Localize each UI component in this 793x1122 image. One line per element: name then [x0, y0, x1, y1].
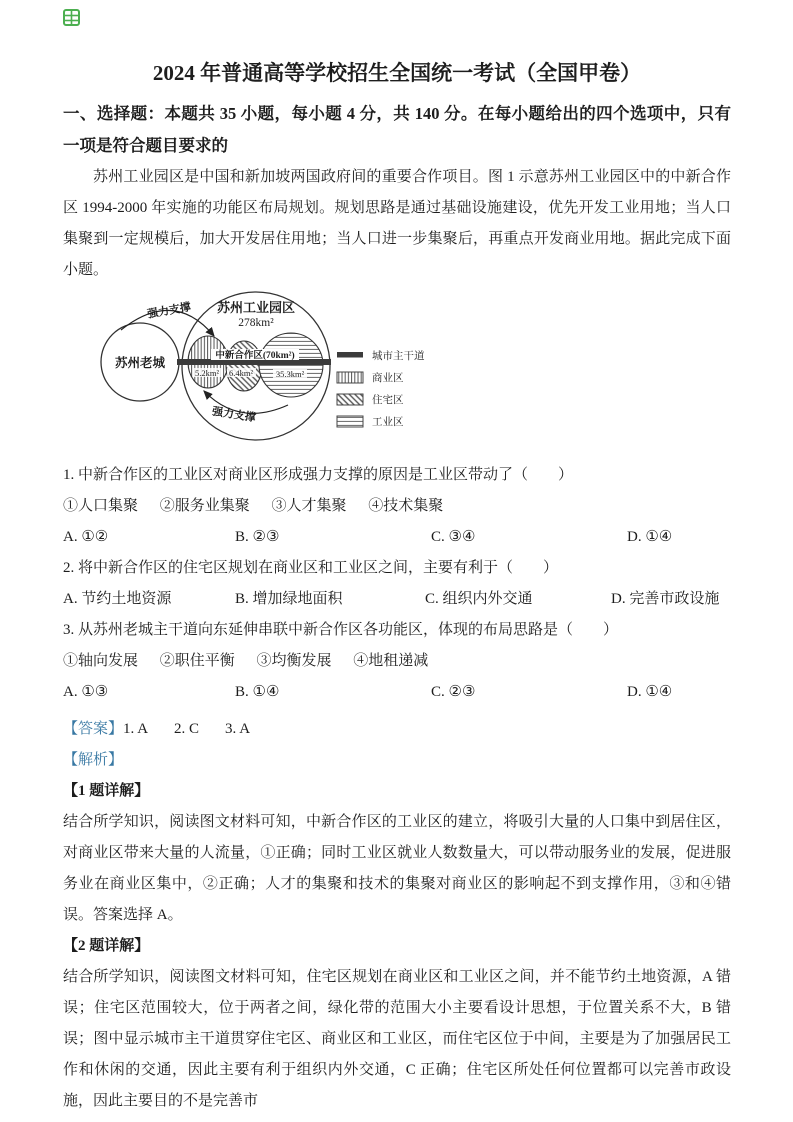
option-a: A. 节约土地资源	[63, 591, 172, 607]
detail-2-heading: 【2 题详解】	[63, 938, 150, 954]
analysis-label: 【解析】	[63, 752, 124, 768]
option-d: D. ①④	[627, 529, 673, 545]
question-1-item-2: ②服务业集聚	[159, 498, 250, 514]
support-bottom-label: 强力支撑	[211, 405, 257, 425]
option-d: D. ①④	[627, 684, 673, 700]
question-1-item-3: ③人才集聚	[271, 498, 347, 514]
question-3-options	[63, 677, 731, 708]
park-name-label: 苏州工业园区	[216, 300, 296, 315]
figure-legend	[337, 349, 425, 428]
question-1-stem: 1. 中新合作区的工业区对商业区形成强力支撑的原因是工业区带动了（ ）	[63, 467, 574, 483]
coop-zone-label: 中新合作区(70km²)	[215, 351, 295, 361]
question-3-stem: 3. 从苏州老城主干道向东延伸串联中新合作区各功能区，体现的布局思路是（ ）	[63, 622, 619, 638]
question-3-items	[63, 646, 731, 677]
legend-residential-swatch	[337, 394, 363, 405]
question-3-item-4: ④地租递减	[353, 653, 429, 669]
option-c: C. 组织内外交通	[425, 591, 533, 607]
page-corner-grid-icon	[63, 9, 80, 26]
legend-residential-label: 住宅区	[372, 395, 404, 406]
detail-2-text: 结合所学知识，阅读图文材料可知，住宅区规划在商业区和工业区之间，并不能节约土地资源，A 错误；住宅区范围较大，位于两者之间，绿化带的范围大小主要看设计思想，于位置关系不大，B 错误；图中显示城市主干道贯穿住宅区、商业区和工业区，而住宅区位于中间，主要是为了加强居民工作和休闲的交通，因此主要有利于组织内外交通，C 正确；住宅区所处任何位置都可以完善市政设施，因此主要目的不是完善市	[63, 969, 731, 1109]
commercial-area-label: 5.2km²	[194, 368, 220, 378]
legend-commercial-label: 商业区	[372, 373, 404, 384]
industrial-area-label: 35.3km²	[275, 369, 305, 379]
answer-label: 【答案】	[63, 721, 124, 737]
question-2-options	[63, 584, 731, 615]
section-heading: 一、选择题：本题共 35 小题，每小题 4 分，共 140 分。在每小题给出的四个选项中，只有一项是符合题目要求的	[63, 104, 731, 155]
detail-1-heading: 【1 题详解】	[63, 783, 150, 799]
answer-1: 1. A	[123, 721, 149, 737]
question-1-item-1: ①人口集聚	[63, 498, 139, 514]
option-a: A. ①②	[63, 529, 109, 545]
park-area-label: 278km²	[238, 317, 274, 329]
legend-industrial-label: 工业区	[372, 417, 404, 428]
option-c: C. ③④	[431, 529, 476, 545]
question-3-item-2: ②职住平衡	[159, 653, 235, 669]
question-3	[63, 615, 731, 708]
residential-zone-ellipse	[226, 341, 262, 391]
option-d: D. 完善市政设施	[611, 591, 720, 607]
option-b: B. ②③	[235, 529, 280, 545]
question-2	[63, 553, 731, 615]
question-3-item-3: ③均衡发展	[256, 653, 332, 669]
question-1-items	[63, 491, 731, 522]
legend-industrial-swatch	[337, 416, 363, 427]
answer-2: 2. C	[174, 721, 200, 737]
legend-road-swatch	[337, 352, 363, 358]
question-2-stem: 2. 将中新合作区的住宅区规划在商业区和工业区之间，主要有利于（ ）	[63, 560, 559, 576]
question-1	[63, 460, 731, 553]
intro-paragraph: 苏州工业园区是中国和新加坡两国政府间的重要合作项目。图 1 示意苏州工业园区中的中新合作区 1994-2000 年实施的功能区布局规划。规划思路是通过基础设施建设，优先开发工业用地；当人口集聚到一定规模后，加大开发居住用地；当人口进一步集聚后，再重点开发商业用地。据此完成下面小题。	[63, 169, 731, 278]
option-b: B. 增加绿地面积	[235, 591, 343, 607]
question-1-item-4: ④技术集聚	[368, 498, 444, 514]
page-title: 2024 年普通高等学校招生全国统一考试（全国甲卷）	[152, 61, 642, 85]
option-b: B. ①④	[235, 684, 280, 700]
option-a: A. ①③	[63, 684, 109, 700]
option-c: C. ②③	[431, 684, 476, 700]
question-1-options	[63, 522, 731, 553]
legend-commercial-swatch	[337, 372, 363, 383]
old-city-label: 苏州老城	[114, 356, 166, 370]
figure-1	[69, 288, 731, 452]
answer-3: 3. A	[225, 721, 251, 737]
detail-1-text: 结合所学知识，阅读图文材料可知，中新合作区的工业区的建立，将吸引大量的人口集中到居住区，对商业区带来大量的人流量，①正确；同时工业区就业人数数量大，可以带动服务业的发展，促进服务业在商业区集中，②正确；人才的集聚和技术的集聚对商业区的影响起不到支撑作用，③和④错误。答案选择 A。	[63, 814, 731, 923]
figure-1-svg	[69, 288, 469, 452]
question-3-item-1: ①轴向发展	[63, 653, 139, 669]
answer-line	[63, 714, 731, 745]
residential-area-label: 6.4km²	[228, 368, 254, 378]
legend-road-label: 城市主干道	[372, 351, 425, 362]
support-top-label: 强力支撑	[146, 301, 192, 321]
